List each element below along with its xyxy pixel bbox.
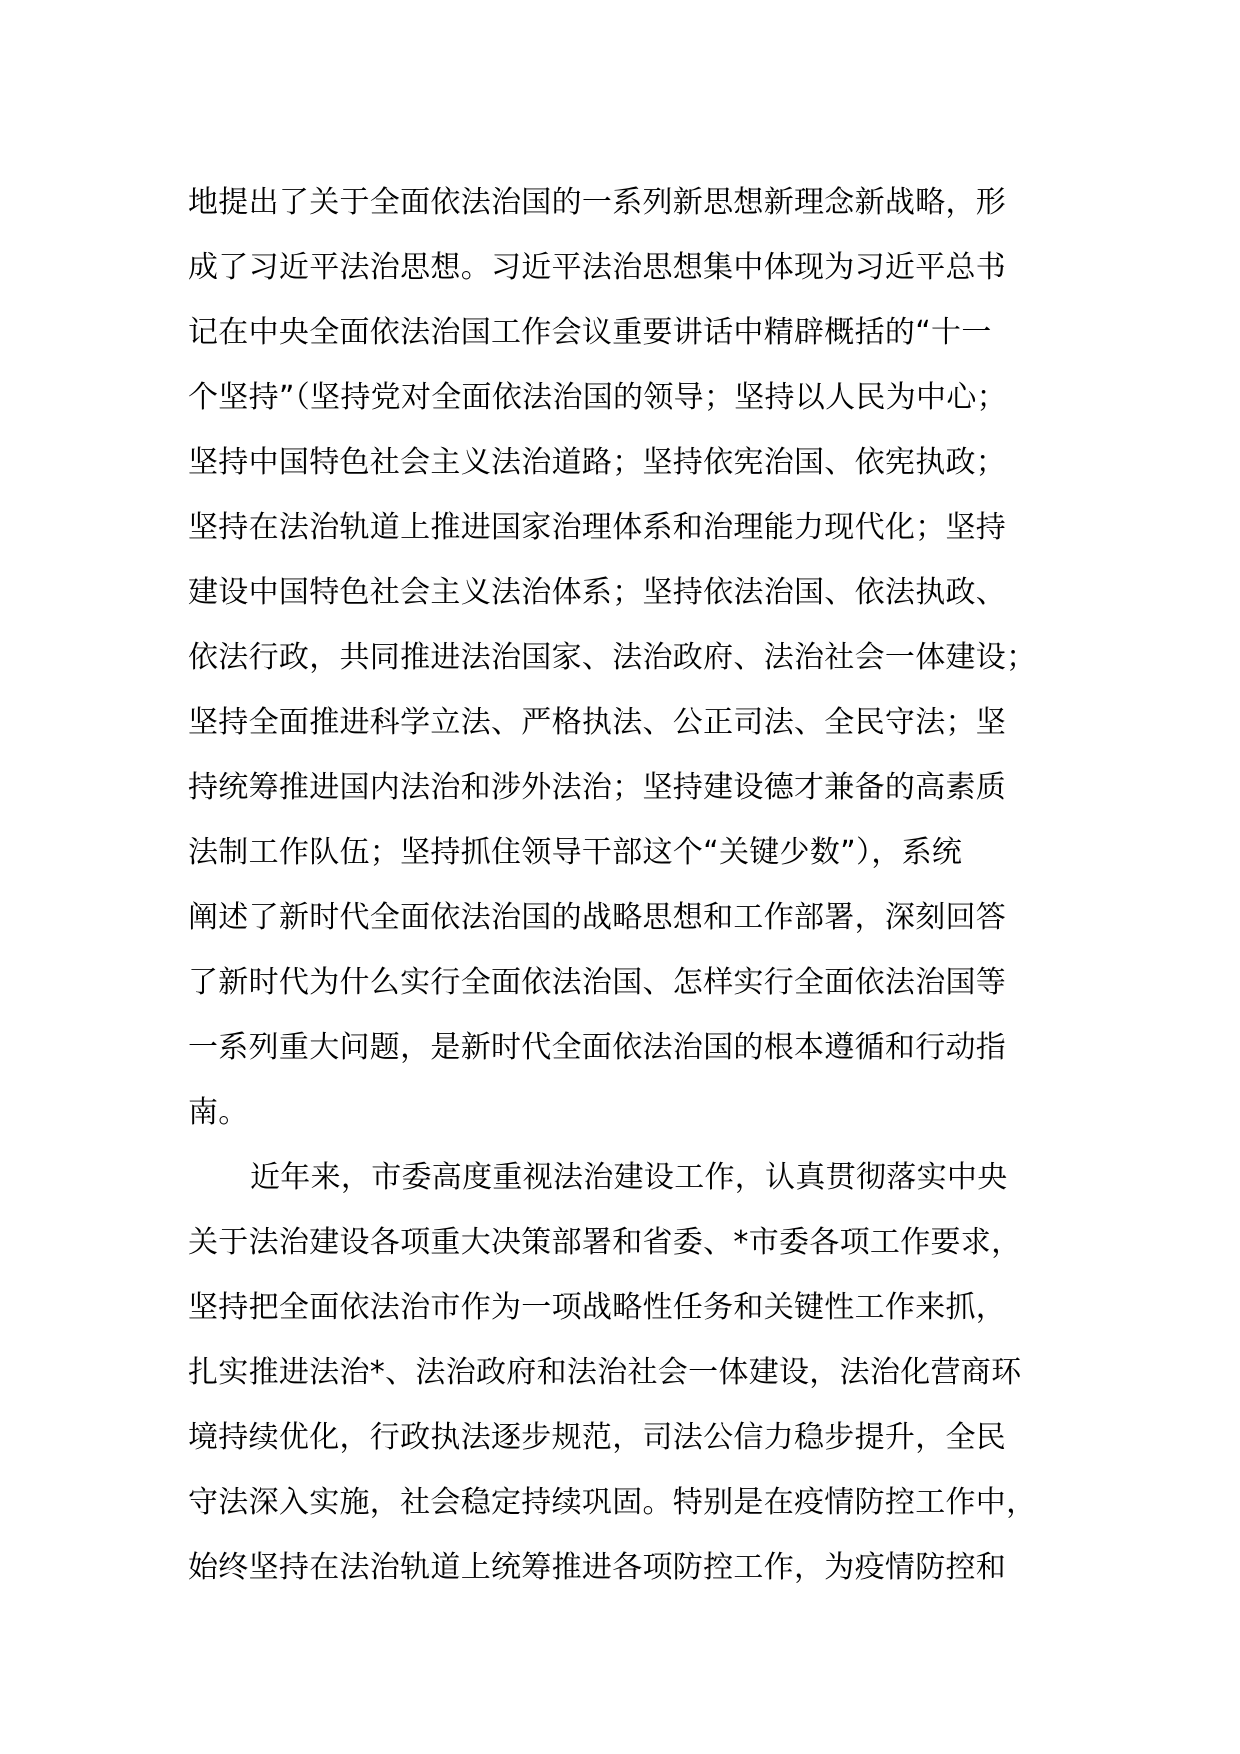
paragraph-1 xyxy=(188,170,1088,1145)
text-line: 依法行政，共同推进法治国家、法治政府、法治社会一体建设； xyxy=(188,640,1037,675)
text-line: 扎实推进法治*、法治政府和法治社会一体建设，法治化营商环 xyxy=(188,1355,1022,1390)
paragraph-2 xyxy=(188,1145,1088,1600)
text-line: 一系列重大问题，是新时代全面依法治国的根本遵循和行动指 xyxy=(188,1030,1007,1065)
text-line: 建设中国特色社会主义法治体系；坚持依法治国、依法执政、 xyxy=(188,575,1007,610)
text-line: 个坚持”（坚持党对全面依法治国的领导；坚持以人民为中心； xyxy=(188,380,1007,415)
text-line: 南。 xyxy=(188,1095,249,1130)
text-line: 坚持把全面依法治市作为一项战略性任务和关键性工作来抓， xyxy=(188,1290,1007,1325)
text-line: 地提出了关于全面依法治国的一系列新思想新理念新战略，形 xyxy=(188,185,1007,220)
text-line: 守法深入实施，社会稳定持续巩固。特别是在疫情防控工作中， xyxy=(188,1485,1037,1520)
text-line: 始终坚持在法治轨道上统筹推进各项防控工作，为疫情防控和 xyxy=(188,1550,1007,1585)
text-line: 坚持中国特色社会主义法治道路；坚持依宪治国、依宪执政； xyxy=(188,445,1007,480)
body-text xyxy=(188,170,1088,1600)
text-line: 境持续优化，行政执法逐步规范，司法公信力稳步提升，全民 xyxy=(188,1420,1007,1455)
text-line-first-indented: 近年来，市委高度重视法治建设工作，认真贯彻落实中央 xyxy=(250,1160,1008,1195)
text-line: 持统筹推进国内法治和涉外法治；坚持建设德才兼备的高素质 xyxy=(188,770,1007,805)
text-line: 关于法治建设各项重大决策部署和省委、*市委各项工作要求， xyxy=(188,1225,1022,1260)
text-line: 成了习近平法治思想。习近平法治思想集中体现为习近平总书 xyxy=(188,250,1007,285)
text-line: 记在中央全面依法治国工作会议重要讲话中精辟概括的“十一 xyxy=(188,315,992,350)
text-line: 坚持在法治轨道上推进国家治理体系和治理能力现代化；坚持 xyxy=(188,510,1007,545)
text-line: 了新时代为什么实行全面依法治国、怎样实行全面依法治国等 xyxy=(188,965,1007,1000)
text-line: 阐述了新时代全面依法治国的战略思想和工作部署，深刻回答 xyxy=(188,900,1007,935)
text-line: 坚持全面推进科学立法、严格执法、公正司法、全民守法；坚 xyxy=(188,705,1007,740)
text-line: 法制工作队伍；坚持抓住领导干部这个“关键少数”），系统 xyxy=(188,835,963,870)
